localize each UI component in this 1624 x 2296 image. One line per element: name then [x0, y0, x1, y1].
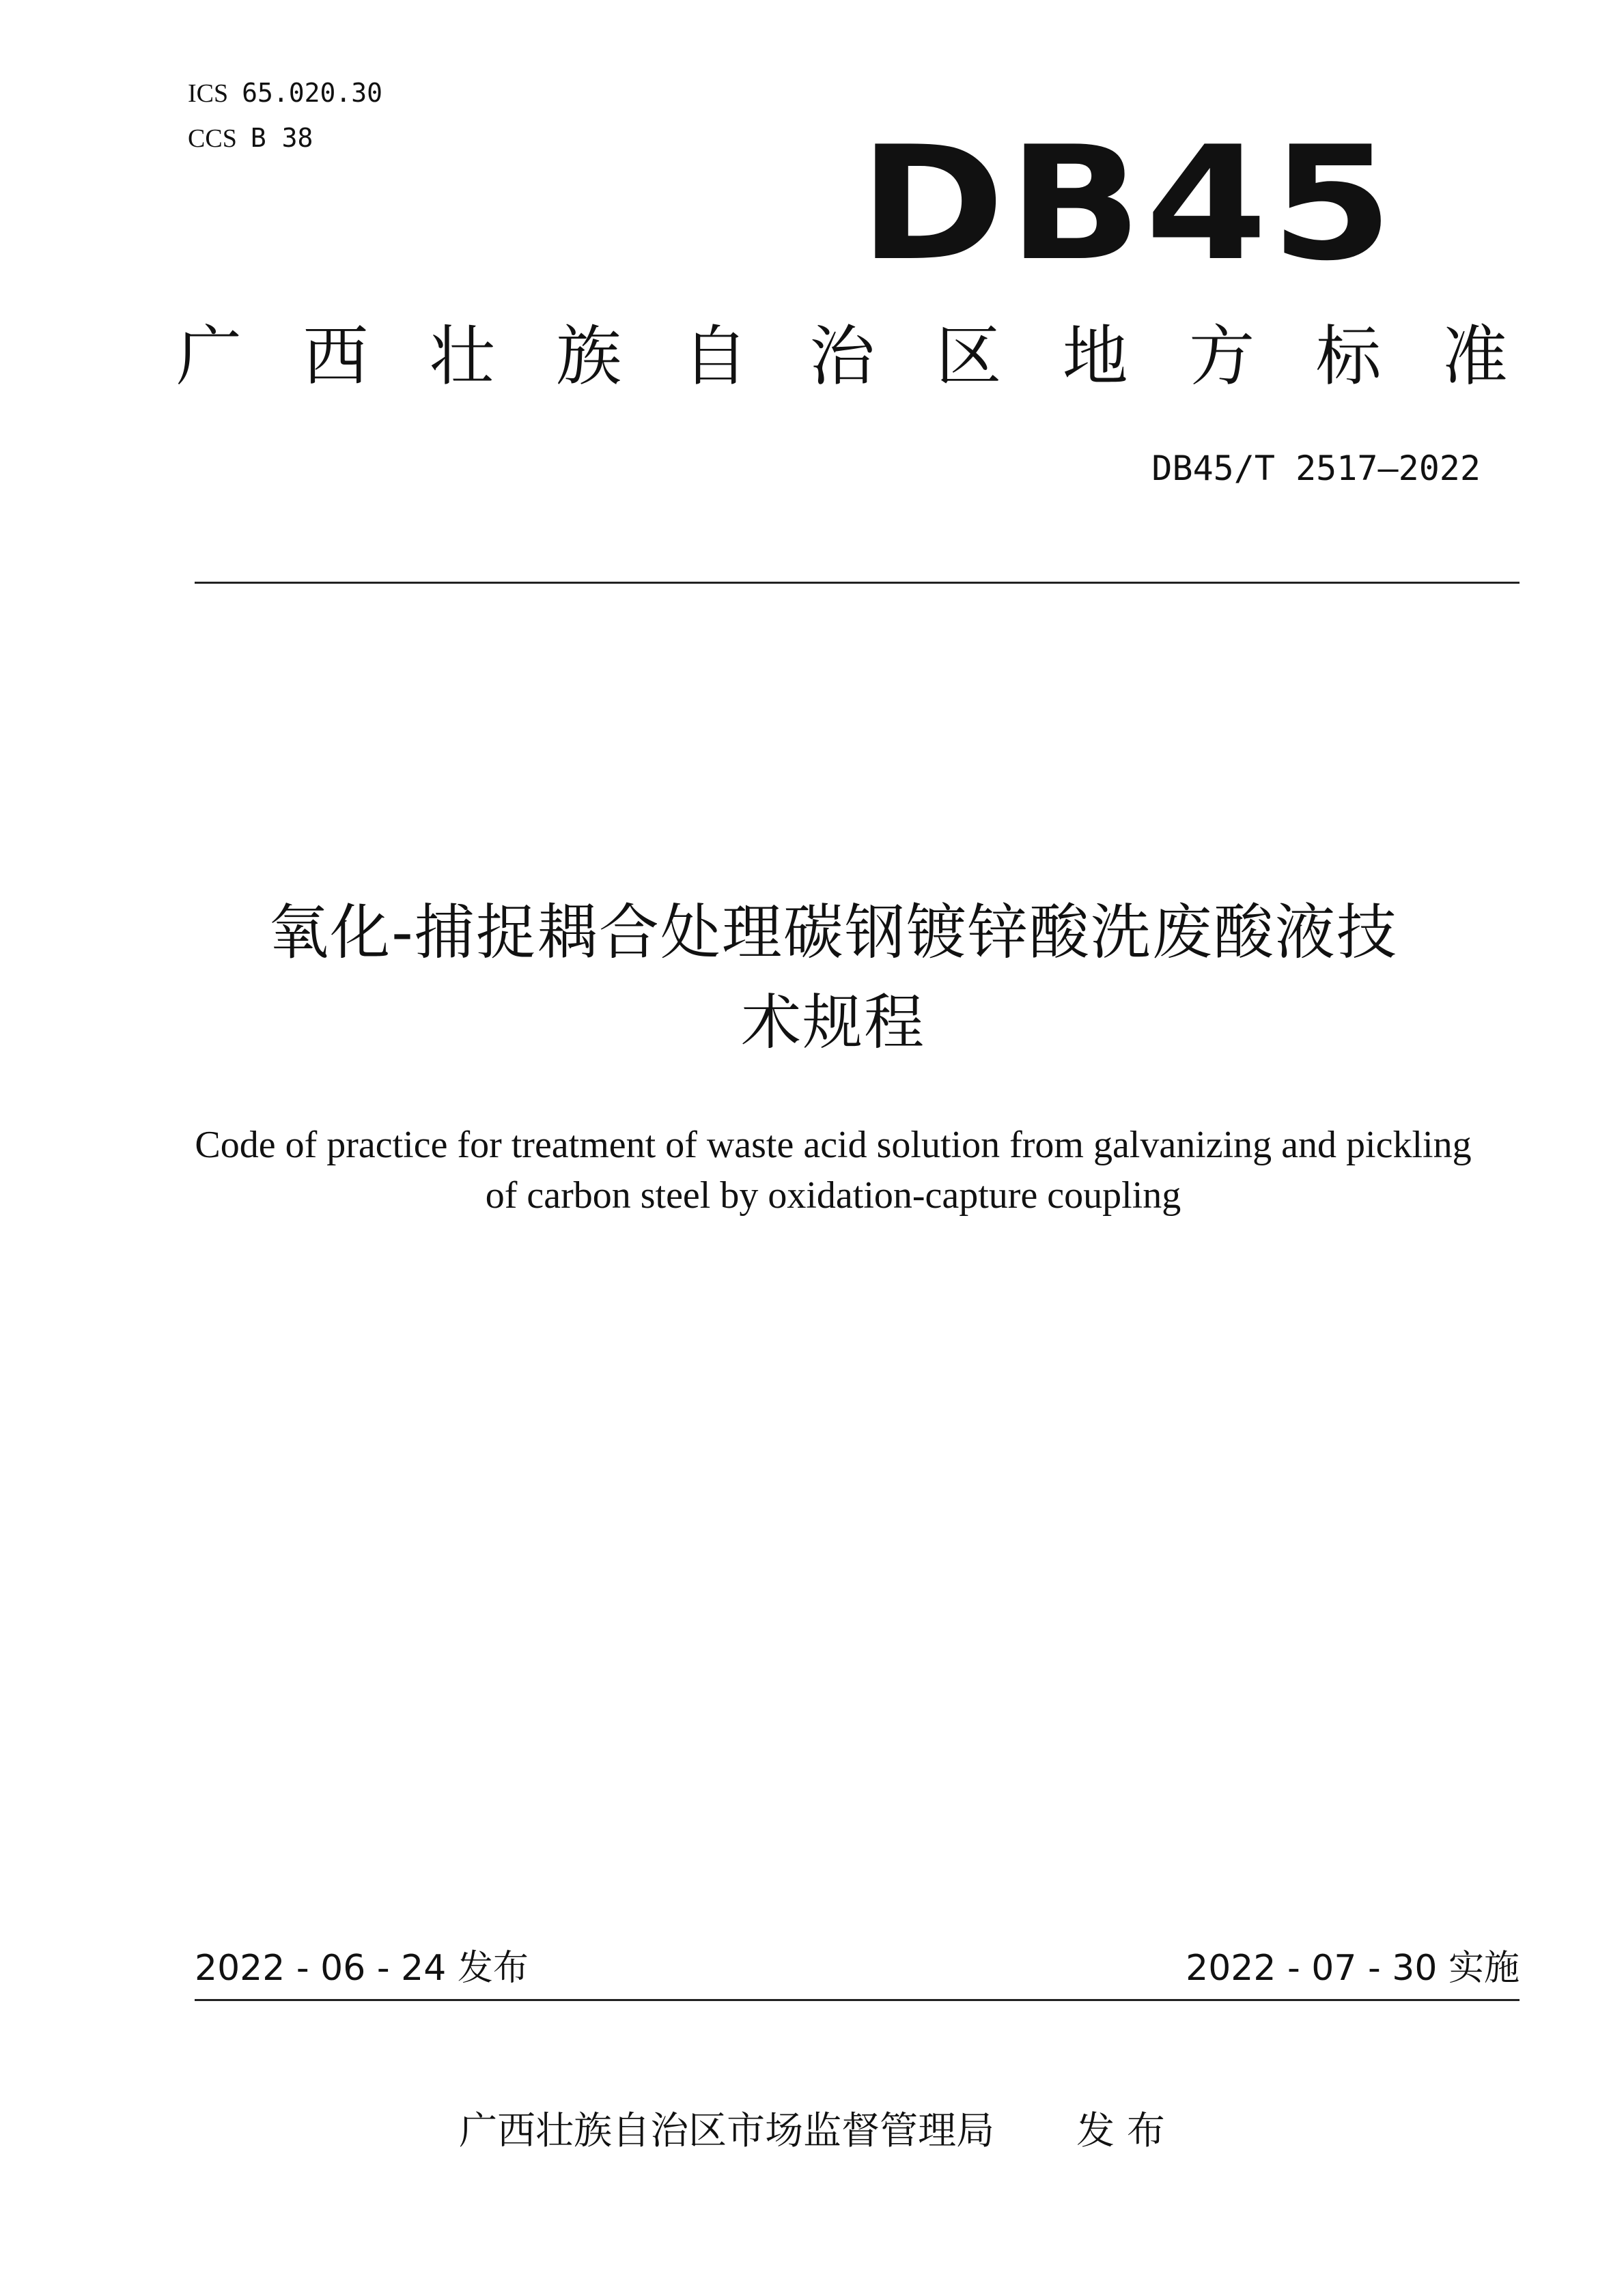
standard-category: [176, 315, 1508, 397]
ics-code: [188, 78, 382, 109]
ccs-value: B 38: [250, 123, 313, 153]
title-english: [171, 1120, 1496, 1221]
title-english-line: Code of practice for treatment of waste acid solution from galvanizing and pickling: [195, 1124, 1472, 1166]
issue-date: 2022 - 06 - 24 发布: [195, 1948, 529, 1989]
category-char: 族: [556, 318, 622, 395]
category-char: 区: [936, 318, 1002, 395]
title-chinese: [171, 888, 1496, 1068]
title-chinese-line: 氧化-捕捉耦合处理碳钢镀锌酸洗废酸液技: [268, 897, 1398, 967]
ics-value: 65.020.30: [242, 78, 383, 108]
category-char: 壮: [429, 318, 495, 395]
category-char: 西: [303, 318, 369, 395]
header-divider: [195, 582, 1520, 584]
title-english-line: of carbon steel by oxidation-capture coupling: [485, 1174, 1181, 1217]
category-char: 地: [1062, 318, 1128, 395]
category-char: 标: [1315, 318, 1382, 395]
db45-logo: DB45: [858, 113, 1396, 296]
category-char: 方: [1189, 318, 1255, 395]
publisher: [0, 2104, 1624, 2159]
publish-action: 发 布: [1076, 2109, 1165, 2153]
publisher-name: 广西壮族自治区市场监督管理局: [459, 2109, 995, 2153]
category-char: 广: [176, 318, 242, 395]
ccs-label: CCS: [188, 124, 237, 153]
implementation-date: 2022 - 07 - 30 实施: [1186, 1948, 1520, 1989]
title-chinese-line: 术规程: [740, 987, 925, 1058]
ccs-code: [188, 123, 313, 154]
ics-label: ICS: [188, 79, 229, 108]
category-char: 准: [1442, 318, 1508, 395]
standard-number: DB45/T 2517—2022: [1151, 449, 1481, 488]
category-char: 治: [809, 318, 875, 395]
footer-divider: [195, 1999, 1520, 2001]
category-char: 自: [682, 318, 748, 395]
